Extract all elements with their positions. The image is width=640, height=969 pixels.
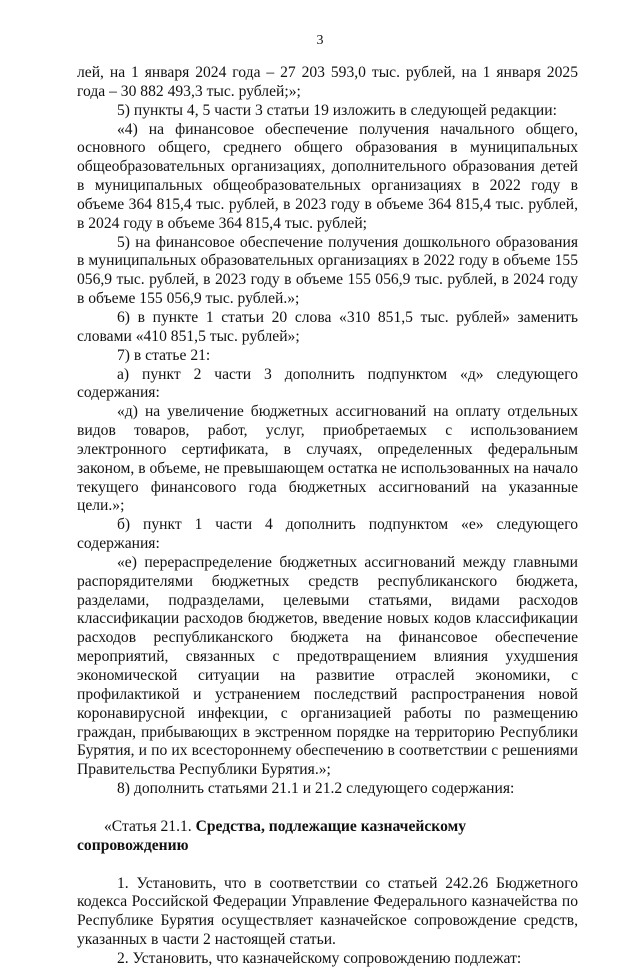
paragraph: 5) на финансовое обеспечение получения дошкольного образования в муниципальных образовательных организациях в 2022 году в объеме 155 056,9 тыс. рублей, в 2023 году в объеме 155 056,9 тыс. рублей, в 2024 году в объеме 155 056,9 тыс. рублей.»; [77, 233, 578, 308]
paragraph: 7) в статье 21: [117, 346, 211, 364]
paragraph: 2. Установить, что казначейскому сопровождению подлежат: [117, 949, 522, 967]
paragraph: «д) на увеличение бюджетных ассигнований на оплату отдельных видов товаров, работ, услуг, приобретаемых с использованием электронного сертификата, в случаях, определенных федеральным законом, в объеме, не превышающем остатка не использованных на начало текущего финансового года бюджетных ассигнований на указанные цели.»; [77, 403, 578, 515]
paragraph: «4) на финансовое обеспечение получения начального общего, основного общего, среднего общего образования в муниципальных общеобразовательных организациях, дополнительного образования детей в муниципальных общеобразовательных организациях в 2022 году в объеме 364 815,4 тыс. рублей, в 2023 году в объеме 364 815,4 тыс. рублей, в 2024 году в объеме 364 815,4 тыс. рублей; [77, 120, 578, 232]
paragraph: а) пункт 2 части 3 дополнить подпунктом «д» следующего содержания: [77, 365, 578, 402]
document-body [77, 64, 578, 969]
paragraph: «е) перераспределение бюджетных ассигнований между главными распорядителями бюджетных средств республиканского бюджета, разделами, подразделами, целевыми статьями, видами расходов классификации расходов бюджетов, введение новых кодов классификации расходов республиканского бюджета на финансовое обеспечение мероприятий, связанных с предотвращением влияния ухудшения экономической ситуации на развитие отраслей экономики, с профилактикой и устранением последствий распространения новой коронавирусной инфекции, с организацией работы по размещению граждан, прибывающих в экстренном порядке на территорию Республики Бурятия, и по их всестороннему обеспечению в соответствии с решениями Правительства Республики Бурятия.»; [77, 553, 578, 779]
paragraph: 1. Установить, что в соответствии со статьей 242.26 Бюджетного кодекса Российской Федерации Управление Федерального казначейства по Республике Бурятия осуществляет казначейское сопровождение средств, указанных в части 2 настоящей статьи. [77, 874, 578, 949]
page-number: 3 [316, 33, 324, 48]
paragraph: 5) пункты 4, 5 части 3 статьи 19 изложить в следующей редакции: [117, 101, 557, 119]
paragraph: лей, на 1 января 2024 года – 27 203 593,0 тыс. рублей, на 1 января 2025 года – 30 882 493,3 тыс. рублей;»; [77, 64, 578, 100]
paragraph: 8) дополнить статьями 21.1 и 21.2 следующего содержания: [117, 780, 515, 798]
paragraph: 6) в пункте 1 статьи 20 слова «310 851,5 тыс. рублей» заменить словами «410 851,5 тыс. рублей»; [77, 308, 578, 345]
article-heading-prefix: «Статья 21.1. [104, 817, 196, 835]
paragraph: б) пункт 1 части 4 дополнить подпунктом «е» следующего содержания: [77, 516, 578, 553]
article-heading [77, 818, 578, 856]
article-heading-title: Средства, подлежащие казначейскому сопровождению [77, 817, 466, 854]
